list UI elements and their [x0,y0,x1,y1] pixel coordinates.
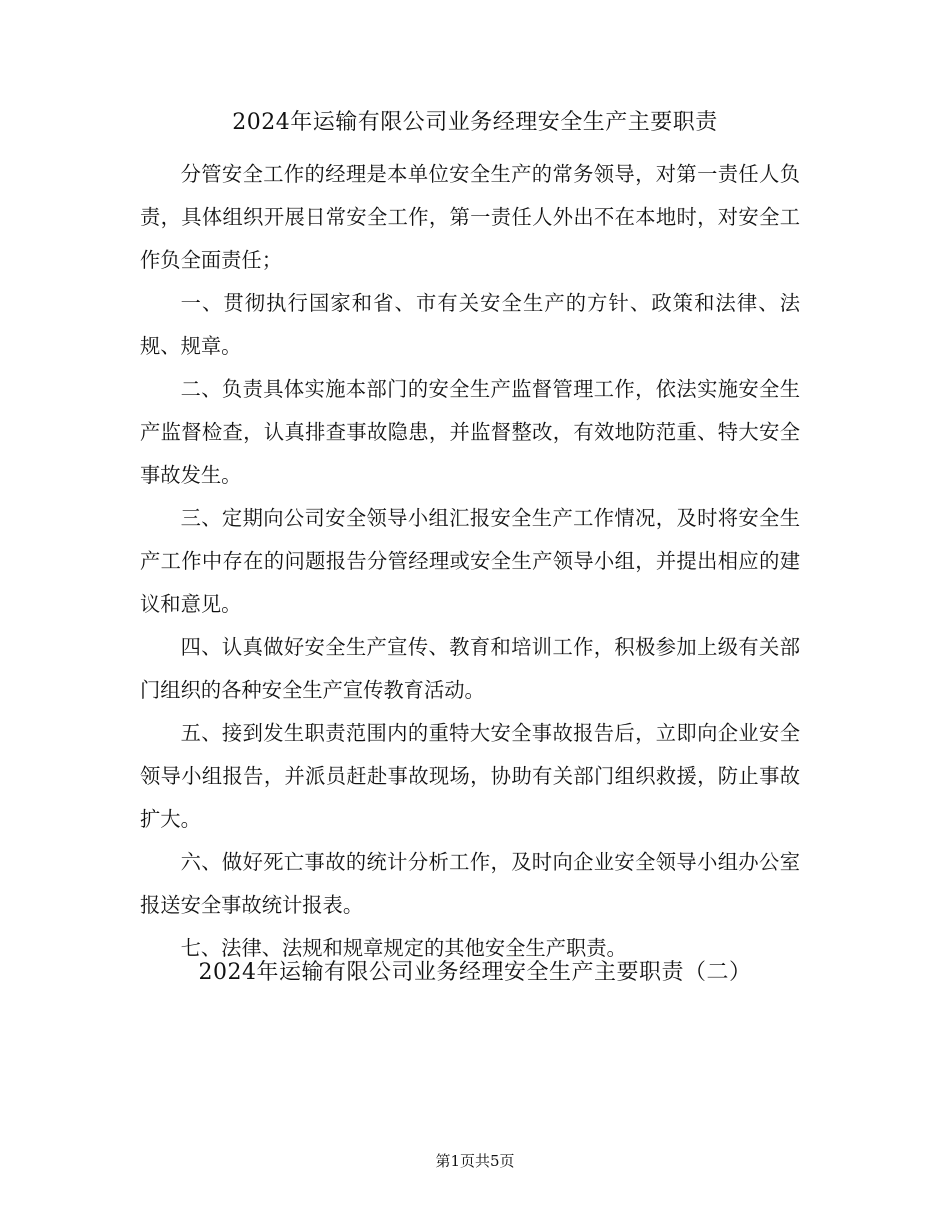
paragraph-intro: 分管安全工作的经理是本单位安全生产的常务领导，对第一责任人负责，具体组织开展日常安全工作，第一责任人外出不在本地时，对安全工作负全面责任； [140,162,800,272]
paragraph-item-6: 六、做好死亡事故的统计分析工作，及时向企业安全领导小组办公室报送安全事故统计报表。 [140,850,800,917]
paragraph-item-7: 七、法律、法规和规章规定的其他安全生产职责。 [180,936,627,960]
paragraph-item-4: 四、认真做好安全生产宣传、教育和培训工作，积极参加上级有关部门组织的各种安全生产宣传教育活动。 [140,635,800,702]
document-title: 2024年运输有限公司业务经理安全生产主要职责 [232,110,718,135]
page-number: 第1页共5页 [435,1152,515,1170]
document-body [140,153,800,970]
paragraph-item-3: 三、定期向公司安全领导小组汇报安全生产工作情况，及时将安全生产工作中存在的问题报告分管经理或安全生产领导小组，并提出相应的建议和意见。 [140,506,800,616]
paragraph-item-2: 二、负责具体实施本部门的安全生产监督管理工作，依法实施安全生产监督检查，认真排查事故隐患，并监督整改，有效地防范重、特大安全事故发生。 [140,377,800,487]
paragraph-item-5: 五、接到发生职责范围内的重特大安全事故报告后，立即向企业安全领导小组报告，并派员赶赴事故现场，协助有关部门组织救援，防止事故扩大。 [140,721,800,831]
section-title-two: 2024年运输有限公司业务经理安全生产主要职责（二） [198,960,752,985]
paragraph-item-1: 一、贯彻执行国家和省、市有关安全生产的方针、政策和法律、法规、规章。 [140,291,800,358]
